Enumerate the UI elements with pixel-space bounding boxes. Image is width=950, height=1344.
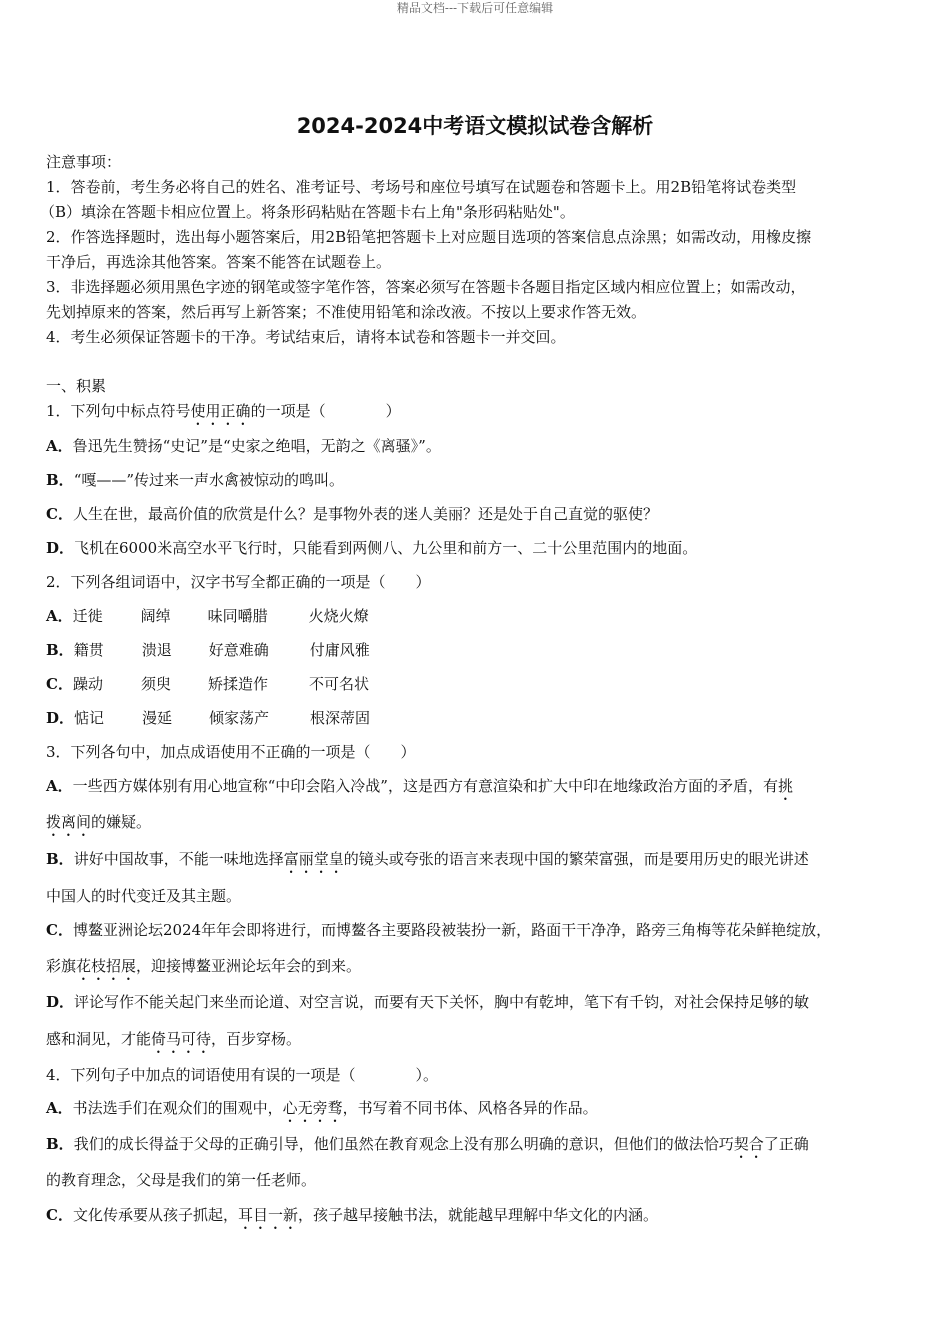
option-letter: A．	[46, 777, 73, 795]
option-text: 书法选手们在观众们的围观中，	[72, 1099, 283, 1117]
emphasized-text: 挑	[777, 777, 793, 795]
option-text: ，书写着不同书体、风格各异的作品。	[342, 1099, 598, 1117]
option-letter: B．	[46, 1135, 74, 1153]
option-word: 倾家荡产	[209, 709, 270, 727]
option-word: 好意难确	[208, 641, 269, 659]
question-4-stem: 4．下列句子中加点的词语使用有误的一项是（ ）。	[46, 1066, 439, 1084]
option-word: 根深蒂固	[310, 709, 371, 727]
option-letter: D．	[46, 993, 75, 1011]
q1-option-c	[46, 504, 658, 524]
option-text: 彩旗	[46, 957, 77, 975]
option-text: 一些西方媒体别有用心地宣称“中印会陷入冷战”，这是西方有意渲染和扩大中印在地缘政治方面的矛盾，有	[72, 777, 778, 795]
q3-option-a	[46, 776, 793, 804]
q3-option-b	[46, 849, 809, 877]
option-text: 鲁迅先生赞扬“史记”是“史家之绝唱，无韵之《离骚》”。	[72, 437, 441, 455]
option-letter: C．	[46, 675, 73, 693]
stem-text: 的一项是（ ）	[250, 402, 401, 420]
stem-text: 1．下列句中标点符号	[46, 402, 191, 420]
notice-line: 2．作答选择题时，选出每小题答案后，用2B铅笔把答题卡上对应题目选项的答案信息点涂黑；如需改动，用橡皮擦	[46, 228, 812, 246]
option-word: 不可名状	[308, 675, 369, 693]
option-word: 惦记	[74, 709, 105, 727]
option-letter: C．	[46, 505, 73, 523]
q4-option-b	[46, 1134, 809, 1162]
q4-option-b-cont: 的教育理念，父母是我们的第一任老师。	[46, 1171, 317, 1189]
q1-option-b	[46, 470, 344, 490]
option-word: 躁动	[72, 675, 103, 693]
q2-option-c	[46, 674, 369, 694]
option-word: 籍贯	[73, 641, 104, 659]
notice-line: 先划掉原来的答案，然后再写上新答案；不准使用铅笔和涂改液。不按以上要求作答无效。	[46, 303, 647, 321]
notice-heading: 注意事项：	[46, 153, 122, 171]
option-word: 付庸风雅	[309, 641, 370, 659]
option-text: 讲好中国故事，不能一味地选择	[73, 850, 284, 868]
option-text: “嘎——”传过来一声水禽被惊动的鸣叫。	[73, 471, 345, 489]
option-letter: D．	[46, 539, 75, 557]
option-text: 评论写作不能关起门来坐而论道、对空言说，而要有天下关怀，胸中有乾坤，笔下有千钧，对社会保持足够的敏	[74, 993, 810, 1011]
q4-option-c	[46, 1205, 658, 1233]
option-word: 须臾	[140, 675, 171, 693]
option-letter: D．	[46, 709, 75, 727]
notice-line: 4．考生必须保证答题卡的干净。考试结束后，请将本试卷和答题卡一并交回。	[46, 328, 566, 346]
option-text: 我们的成长得益于父母的正确引导，他们虽然在教育观念上没有那么明确的意识，但他们的做法恰巧	[73, 1135, 734, 1153]
page-title: 2024-2024中考语文模拟试卷含解析	[296, 114, 654, 138]
option-word: 漫延	[142, 709, 173, 727]
option-text: 的嫌疑。	[91, 813, 152, 831]
option-letter: A．	[46, 607, 73, 625]
option-text: 博鳌亚洲论坛2024年年会即将进行，而博鳌各主要路段被装扮一新，路面干干净净，路旁三角梅等花朵鲜艳绽放，	[72, 921, 832, 939]
q3-option-d-cont	[46, 1029, 301, 1057]
section-heading: 一、积累	[46, 377, 107, 395]
q2-option-b	[46, 640, 370, 660]
option-word: 迁徙	[72, 607, 103, 625]
option-letter: C．	[46, 921, 73, 939]
emphasized-text: 富丽堂皇	[283, 850, 344, 868]
question-3-stem: 3．下列各句中，加点成语使用不正确的一项是（ ）	[46, 743, 416, 761]
q2-option-a	[46, 606, 369, 626]
option-text: 飞机在6000米高空水平飞行时，只能看到两侧八、九公里和前方一、二十公里范围内的地面。	[74, 539, 698, 557]
option-letter: B．	[46, 850, 74, 868]
notice-line: 干净后，再选涂其他答案。答案不能答在试题卷上。	[46, 253, 392, 271]
q3-option-a-cont	[46, 812, 151, 840]
option-text: ，孩子越早接触书法，就能越早理解中华文化的内涵。	[297, 1206, 658, 1224]
q1-option-a	[46, 436, 441, 456]
notice-line: 3．非选择题必须用黑色字迹的钢笔或签字笔作答，答案必须写在答题卡各题目指定区域内相应位置上；如需改动，	[46, 278, 806, 296]
option-text: 感和洞见，才能	[46, 1030, 152, 1048]
q3-option-d	[46, 992, 809, 1012]
emphasized-text: 拨离间	[46, 813, 92, 831]
question-1-stem	[46, 401, 401, 429]
emphasized-text: 花枝招展	[76, 957, 137, 975]
option-letter: C．	[46, 1206, 73, 1224]
option-word: 阔绰	[140, 607, 171, 625]
option-letter: B．	[46, 471, 74, 489]
option-text: 人生在世，最高价值的欣赏是什么？是事物外表的迷人美丽？还是处于自己直觉的驱使？	[72, 505, 658, 523]
notice-line: （B）填涂在答题卡相应位置上。将条形码粘贴在答题卡右上角"条形码粘贴处"。	[40, 203, 575, 221]
option-word: 矫揉造作	[207, 675, 268, 693]
q2-option-d	[46, 708, 370, 728]
q4-option-a	[46, 1098, 598, 1126]
option-letter: A．	[46, 437, 73, 455]
option-word: 味同嚼腊	[207, 607, 268, 625]
emphasized-text: 契合	[733, 1135, 764, 1153]
emphasized-text: 倚马可待	[151, 1030, 212, 1048]
option-word: 溃退	[141, 641, 172, 659]
option-word: 火烧火燎	[308, 607, 369, 625]
option-text: ，迎接博鳌亚洲论坛年会的到来。	[136, 957, 362, 975]
q1-option-d	[46, 538, 697, 558]
page-header: 精品文档---下载后可任意编辑	[396, 1, 554, 15]
emphasized-text: 耳目一新	[237, 1206, 298, 1224]
option-text: 文化传承要从孩子抓起，	[72, 1206, 238, 1224]
option-letter: B．	[46, 641, 74, 659]
emphasized-text: 使用正确	[190, 402, 251, 420]
question-2-stem: 2．下列各组词语中，汉字书写全都正确的一项是（ ）	[46, 573, 431, 591]
emphasized-text: 心无旁骛	[282, 1099, 343, 1117]
q3-option-b-cont: 中国人的时代变迁及其主题。	[46, 887, 242, 905]
option-text: ，百步穿杨。	[211, 1030, 302, 1048]
q3-option-c	[46, 920, 831, 940]
q3-option-c-cont	[46, 956, 361, 984]
notice-line: 1．答卷前，考生务必将自己的姓名、准考证号、考场号和座位号填写在试题卷和答题卡上。用2B铅笔将试卷类型	[46, 178, 797, 196]
option-letter: A．	[46, 1099, 73, 1117]
option-text: 的镜头或夸张的语言来表现中国的繁荣富强，而是要用历史的眼光讲述	[343, 850, 809, 868]
option-text: 了正确	[763, 1135, 809, 1153]
